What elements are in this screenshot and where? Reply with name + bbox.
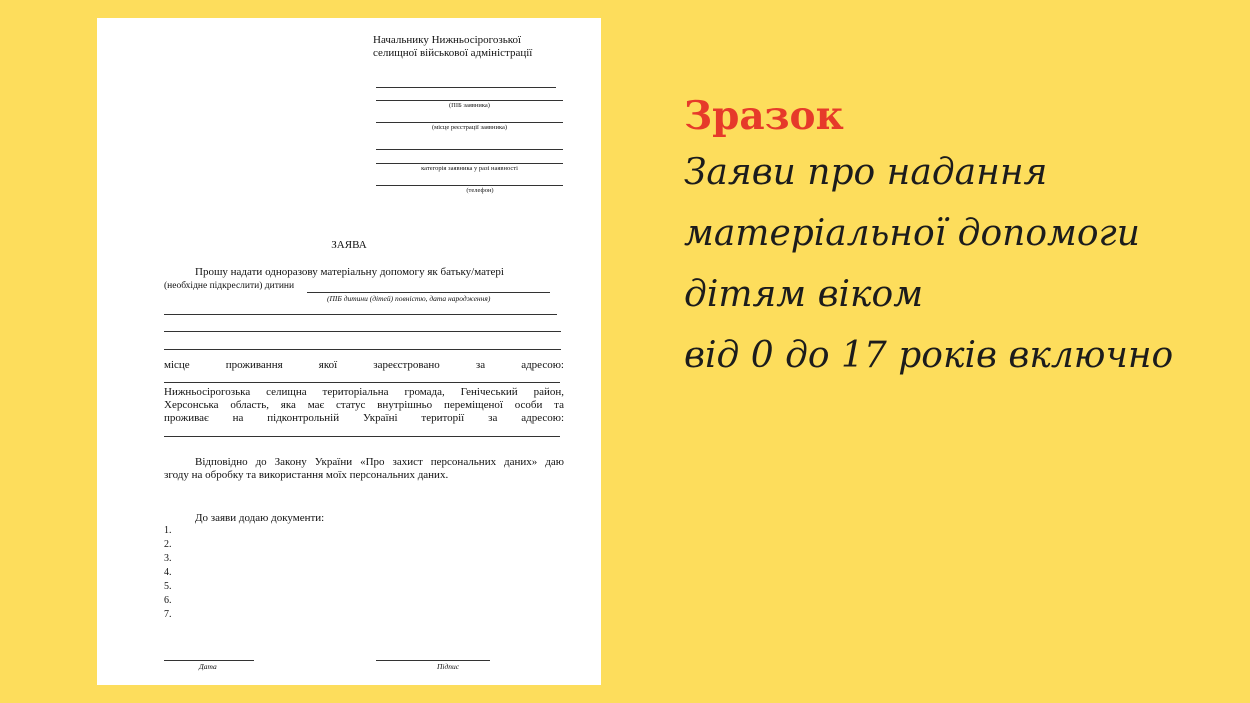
- residence-line-1: місце проживання якої зареєстровано за адресою:: [164, 359, 564, 371]
- attachment-item: 1.: [164, 525, 172, 536]
- blank-line: [376, 122, 563, 123]
- residence-line-3: Херсонська область, яка має статус внутрішньо переміщеної особи та: [164, 399, 564, 411]
- attachments-title: До заяви додаю документи:: [195, 512, 325, 524]
- residence-line-4: проживає на підконтрольній Україні території за адресою:: [164, 412, 564, 424]
- blank-line: [164, 314, 557, 315]
- applicant-name-caption: (ПІБ заявника): [449, 102, 490, 109]
- blank-line: [164, 382, 560, 383]
- request-text: Прошу надати одноразову матеріальну допомогу як батьку/матері: [195, 266, 504, 278]
- addressee-block: [373, 34, 532, 60]
- phone-caption: (телефон): [466, 187, 494, 194]
- consent-line-1: Відповідно до Закону України «Про захист персональних даних» даю: [195, 456, 564, 468]
- application-form-sheet: [97, 18, 601, 685]
- attachment-item: 7.: [164, 609, 172, 620]
- signature-line: [376, 660, 490, 661]
- blank-line: [307, 292, 550, 293]
- banner-line-3: дітям віком: [684, 274, 924, 315]
- request-underline-note-text: (необхідне підкреслити) дитини: [164, 281, 295, 291]
- blank-line: [164, 349, 561, 350]
- document-heading: ЗАЯВА: [331, 239, 367, 251]
- consent-line-2: згоду на обробку та використання моїх персональних даних.: [164, 469, 449, 481]
- blank-line: [164, 436, 560, 437]
- addressee-line-1: Начальнику Нижньосірогозької: [373, 34, 522, 46]
- request-underline-note: [164, 280, 294, 293]
- date-signature-line: [164, 660, 254, 661]
- residence-line-2: Нижньосірогозька селищна територіальна громада, Генічеський район,: [164, 386, 564, 398]
- attachment-item: 6.: [164, 595, 172, 606]
- blank-line: [376, 185, 563, 186]
- blank-line: [164, 331, 561, 332]
- banner-line-1: Заяви про надання: [684, 152, 1048, 193]
- blank-line: [376, 149, 563, 150]
- addressee-line-2: селищної військової адміністрації: [373, 47, 533, 59]
- date-label: Дата: [199, 662, 217, 671]
- attachment-item: 5.: [164, 581, 172, 592]
- blank-line: [376, 100, 563, 101]
- registration-place-caption: (місце реєстрації заявника): [431, 124, 508, 131]
- attachment-item: 4.: [164, 567, 172, 578]
- banner-title: Зразок: [684, 93, 844, 139]
- category-caption: категорія заявника у разі наявності: [421, 165, 518, 172]
- signature-label: Підпис: [437, 662, 460, 671]
- blank-line: [376, 163, 563, 164]
- blank-line: [376, 87, 556, 88]
- attachment-item: 3.: [164, 553, 172, 564]
- banner-text: [684, 90, 1173, 386]
- child-caption: (ПІБ дитини (дітей) повністю, дата народження): [327, 294, 491, 303]
- banner-line-2: матеріальної допомоги: [684, 213, 1140, 254]
- attachment-item: 2.: [164, 539, 172, 550]
- banner-line-4: від 0 до 17 років включно: [684, 335, 1174, 376]
